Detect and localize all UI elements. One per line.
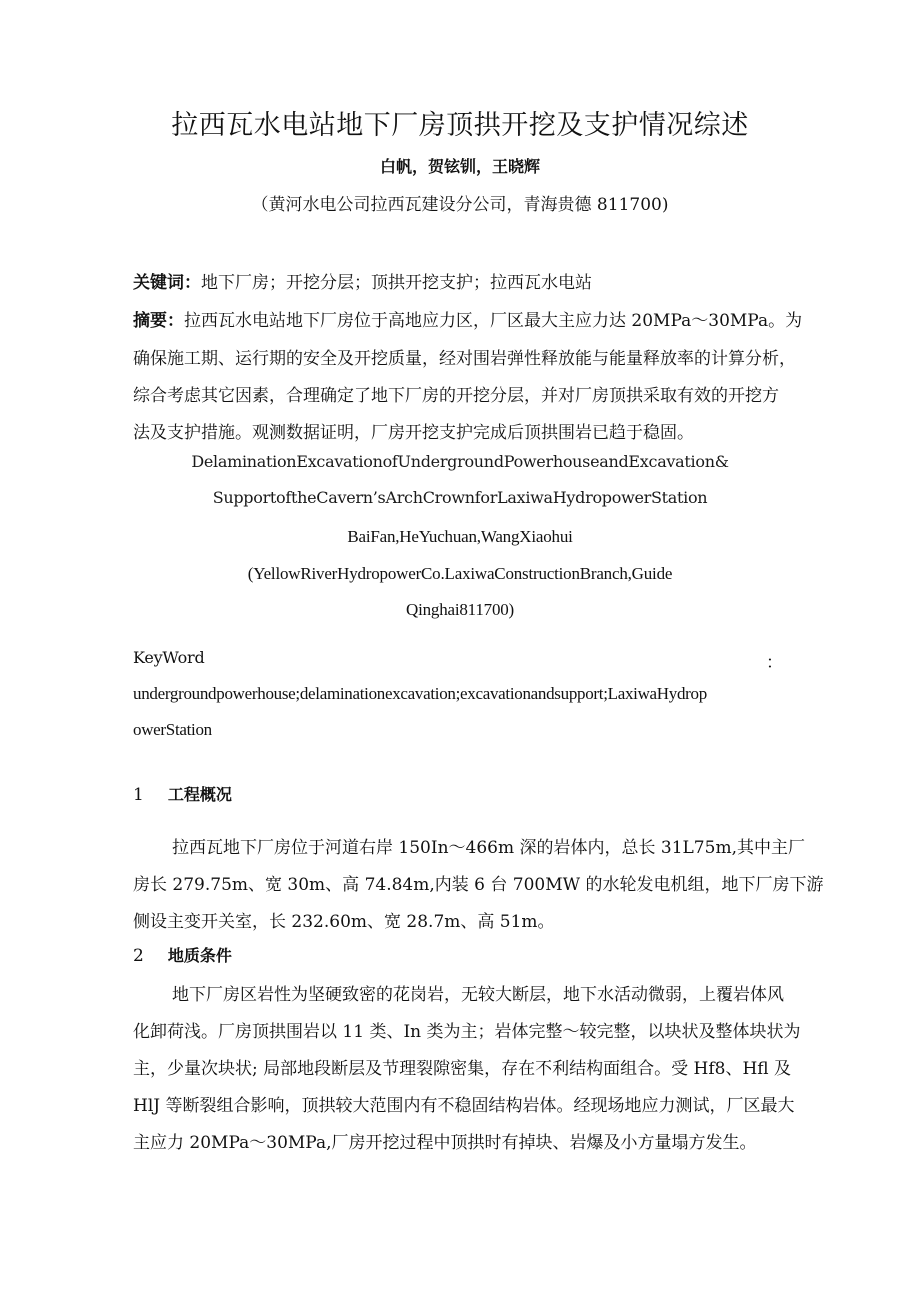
section-2-title: 地质条件	[167, 946, 232, 965]
english-affiliation-line-2: Qinghai811700)	[406, 600, 514, 619]
english-title-line-2: SupportoftheCavern’sArchCrownforLaxiwaHydropowerStation	[212, 488, 708, 507]
section-1-line-1: 拉西瓦地下厂房位于河道右岸 150In～466m 深的岩体内，总长 31L75m,其中主厂	[172, 838, 805, 858]
section-1-heading	[133, 782, 232, 805]
paper-title: 拉西瓦水电站地下厂房顶拱开挖及支护情况综述	[171, 110, 749, 141]
section-2-line-5: 主应力 20MPa～30MPa,厂房开挖过程中顶拱时有掉块、岩爆及小方量塌方发生。	[133, 1133, 757, 1153]
paper-affiliation: （黄河水电公司拉西瓦建设分公司，青海贵德 811700)	[251, 195, 669, 215]
section-2-line-3: 主，少量次块状; 局部地段断层及节理裂隙密集，存在不利结构面组合。受 Hf8、Hfl 及	[133, 1059, 792, 1079]
keywords-text: 地下厂房；开挖分层；顶拱开挖支护；拉西瓦水电站	[201, 273, 592, 293]
english-authors: BaiFan,HeYuchuan,WangXiaohui	[347, 527, 573, 546]
section-2-line-4: HlJ 等断裂组合影响，顶拱较大范围内有不稳固结构岩体。经现场地应力测试，厂区最大	[133, 1096, 795, 1116]
section-2-line-1: 地下厂房区岩性为坚硬致密的花岗岩，无较大断层，地下水活动微弱，上覆岩体风	[172, 985, 784, 1005]
section-1-line-2: 房长 279.75m、宽 30m、高 74.84m,内装 6 台 700MW 的水轮发电机组，地下厂房下游	[133, 875, 824, 895]
abstract-label: 摘要：	[133, 311, 184, 331]
english-title-line-1: DelaminationExcavationofUndergroundPowerhouseandExcavation&	[191, 452, 729, 471]
abstract-line-4: 法及支护措施。观测数据证明，厂房开挖支护完成后顶拱围岩已趋于稳固。	[133, 423, 694, 443]
abstract-text-1: 拉西瓦水电站地下厂房位于高地应力区，厂区最大主应力达 20MPa～30MPa。为	[184, 311, 803, 331]
abstract-line-3: 综合考虑其它因素，合理确定了地下厂房的开挖分层，并对厂房顶拱采取有效的开挖方	[133, 386, 779, 406]
paper-authors: 白帆，贺铉钏，王晓辉	[379, 157, 540, 176]
english-keyword-label: KeyWord	[133, 648, 205, 667]
section-1-number: 1	[133, 785, 144, 805]
section-1-line-3: 侧设主变开关室，长 232.60m、宽 28.7m、高 51m。	[133, 912, 555, 932]
abstract-line-2: 确保施工期、运行期的安全及开挖质量，经对围岩弹性释放能与能量释放率的计算分析，	[133, 349, 796, 369]
english-keyword-colon: ：	[766, 653, 783, 673]
english-affiliation-line-1: (YellowRiverHydropowerCo.LaxiwaConstructionBranch,Guide	[247, 564, 673, 583]
keywords-label: 关键词：	[133, 273, 201, 293]
section-1-title: 工程概况	[167, 785, 232, 804]
section-2-number: 2	[133, 946, 144, 966]
abstract-line-1	[133, 306, 802, 331]
section-2-heading	[133, 943, 232, 966]
english-keywords-line-1: undergroundpowerhouse;delaminationexcavation;excavationandsupport;LaxiwaHydrop	[133, 684, 707, 703]
section-2-line-2: 化卸荷浅。厂房顶拱围岩以 11 类、In 类为主；岩体完整～较完整，以块状及整体块状为	[133, 1022, 801, 1042]
keywords-line	[133, 268, 592, 293]
english-keywords-line-2: owerStation	[133, 720, 212, 739]
